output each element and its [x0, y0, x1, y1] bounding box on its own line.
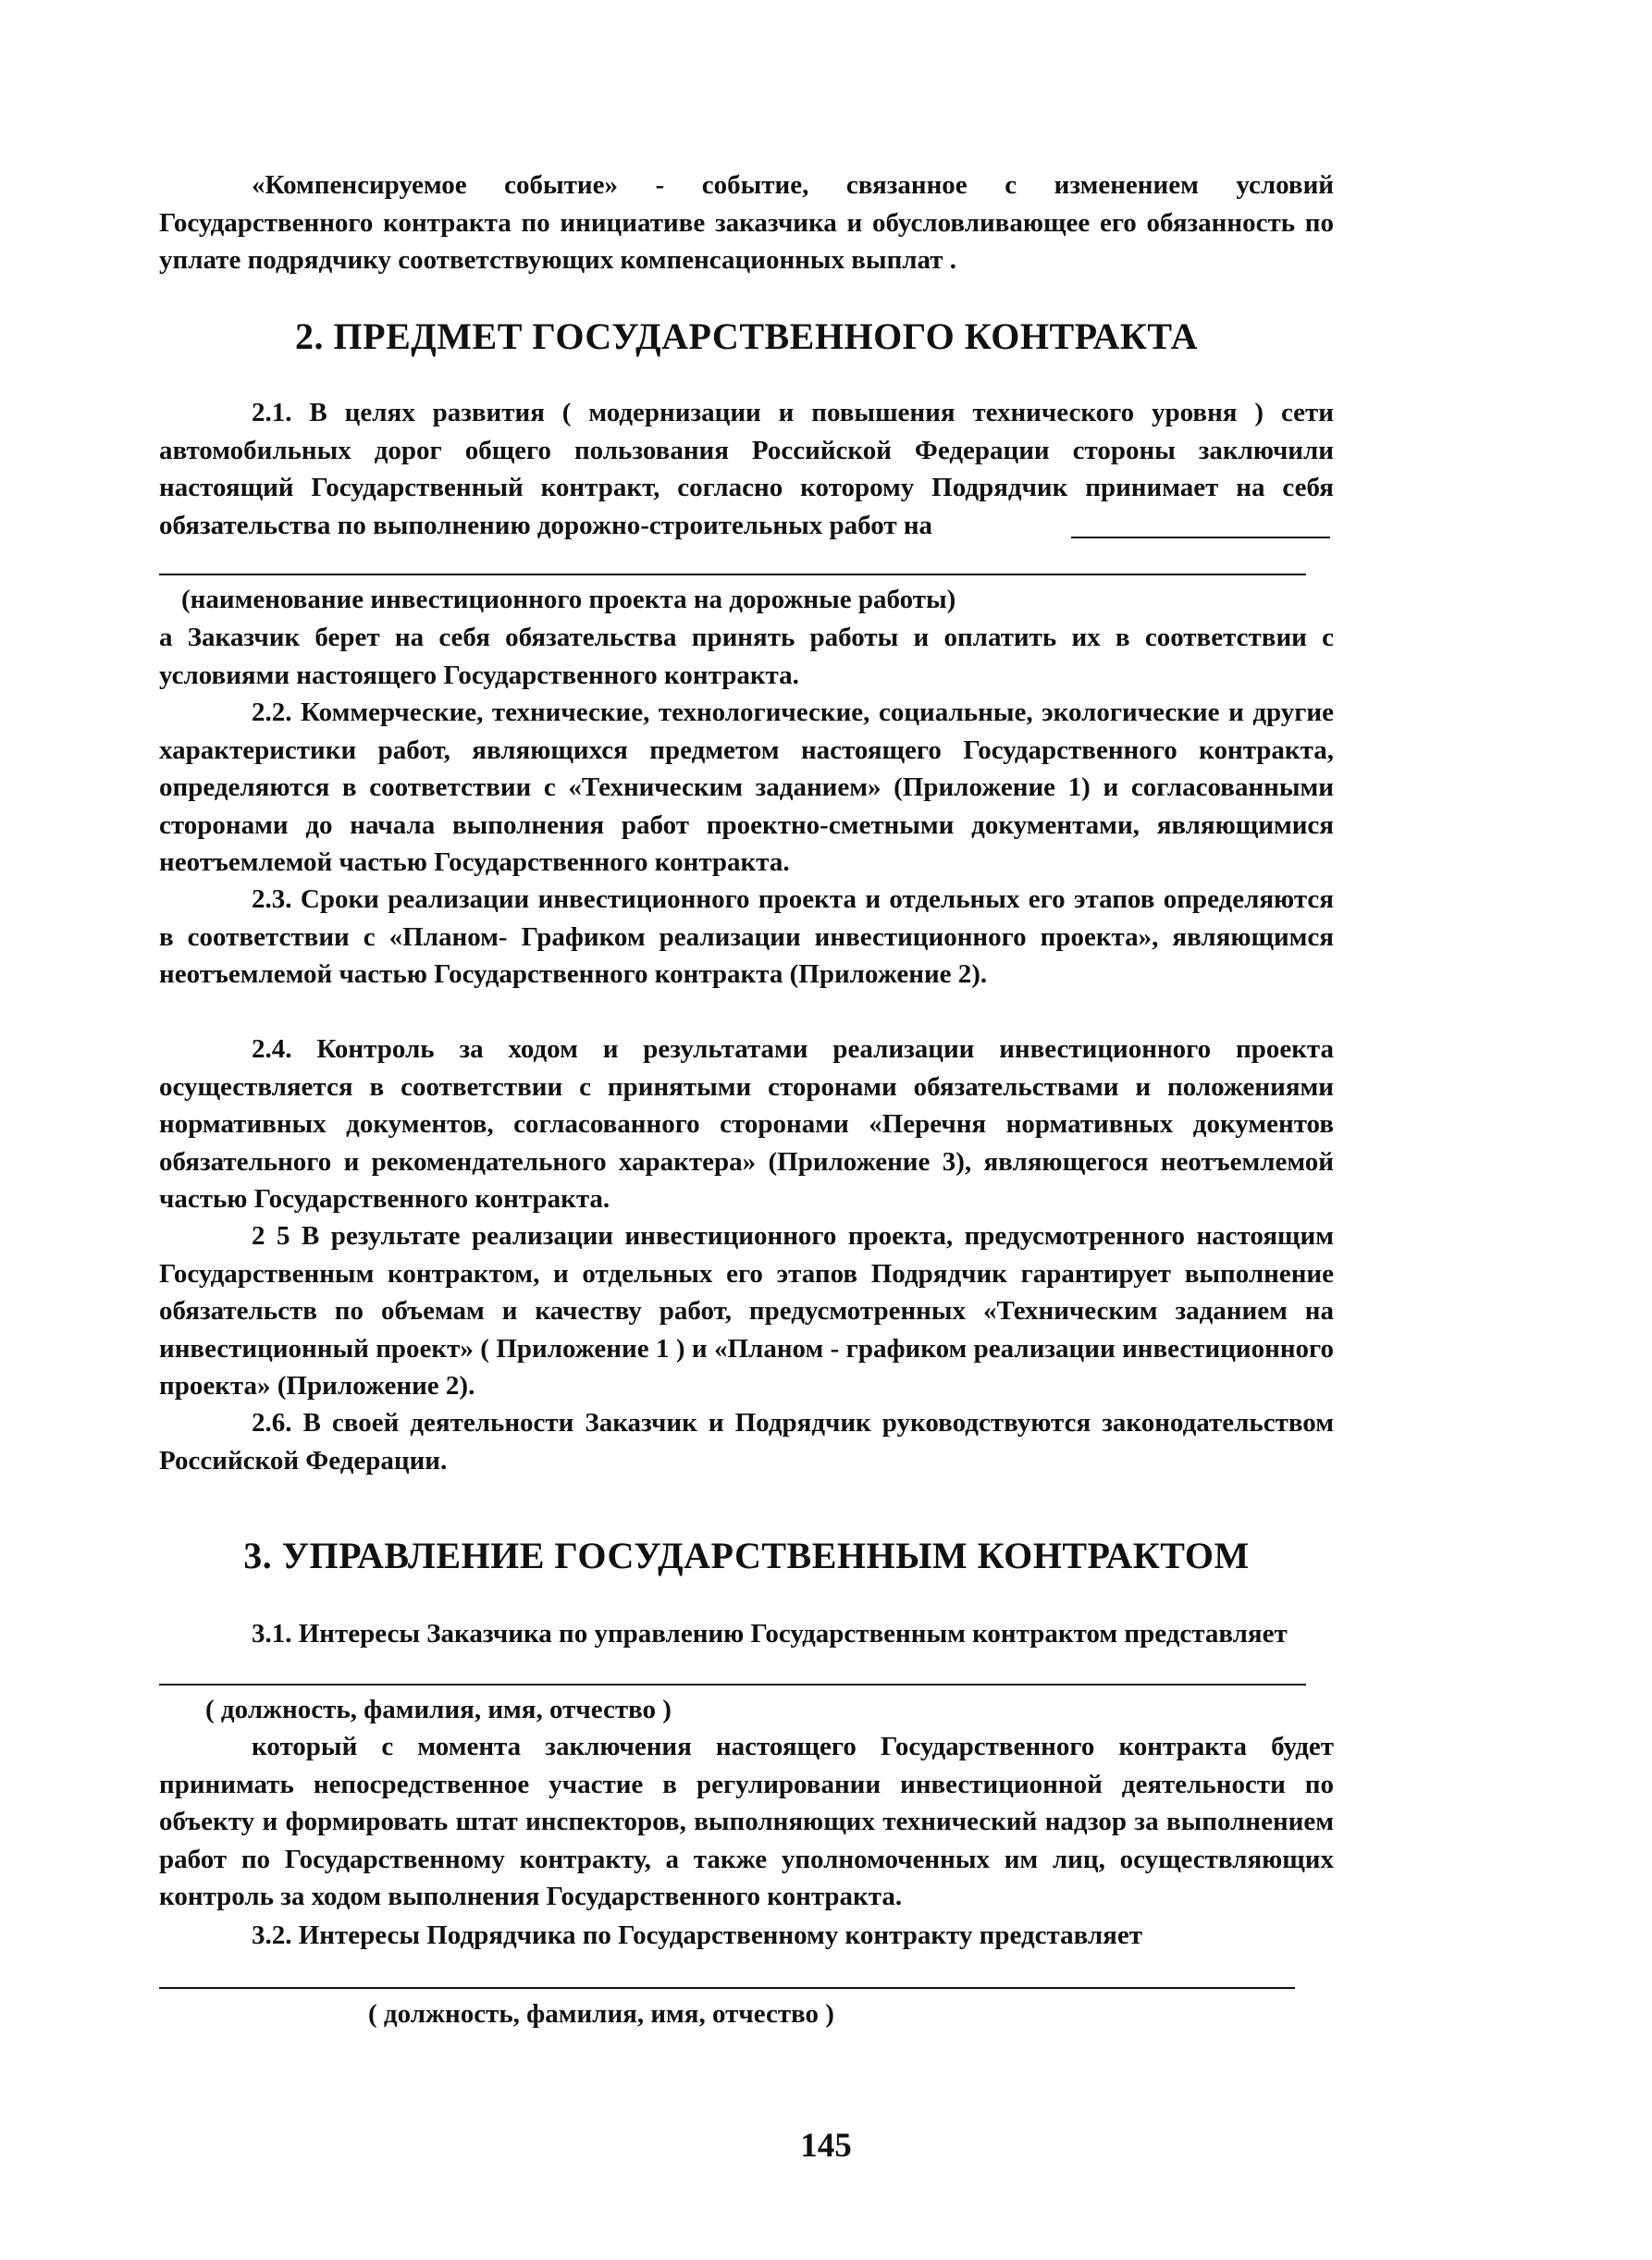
blank-line: [159, 1684, 1306, 1686]
blank-line: [1071, 537, 1330, 538]
caption-contractor-representative: ( должность, фамилия, имя, отчество ): [368, 1999, 834, 2029]
section-2-heading: 2. ПРЕДМЕТ ГОСУДАРСТВЕННОГО КОНТРАКТА: [295, 315, 1198, 357]
paragraph-2-6: 2.6. В своей деятельности Заказчик и Подрядчик руководствуются законодательством Российской Федерации.: [159, 1408, 1334, 1476]
paragraph-2-3: 2.3. Сроки реализации инвестиционного проекта и отдельных его этапов определяются в соответствии с «Планом- Графиком реализации инвестиционного проекта», являющимся неотъемлемой частью Государственного контракта (Приложение 2).: [159, 884, 1334, 989]
page-number: 145: [800, 2127, 852, 2165]
section-3-heading: 3. УПРАВЛЕНИЕ ГОСУДАРСТВЕННЫМ КОНТРАКТОМ: [243, 1535, 1250, 1576]
paragraph-3-1: 3.1. Интересы Заказчика по управлению Государственным контрактом представляет: [252, 1619, 1288, 1649]
intro-paragraph: «Компенсируемое событие» - событие, связанное с изменением условий Государственного контракта по инициативе заказчика и обусловливающее его обязанность по уплате подрядчику соответствующих компенсационных выплат .: [159, 170, 1334, 275]
paragraph-3-1-continued: который с момента заключения настоящего Государственного контракта будет принимать непосредственное участие в регулировании инвестиционной деятельности по объекту и формировать штат инспекторов, выполняющих технический надзор за выполнением работ по Государственному контракту, а также уполномоченных им лиц, осуществляющих контроль за ходом выполнения Государственного контракта.: [159, 1732, 1334, 1911]
blank-line: [159, 1987, 1295, 1989]
paragraph-2-5: 2 5 В результате реализации инвестиционного проекта, предусмотренного настоящим Государственным контрактом, и отдельных его этапов Подрядчик гарантирует выполнение обязательств по объемам и качеству работ, предусмотренных «Техническим заданием на инвестиционный проект» ( Приложение 1 ) и «Планом - графиком реализации инвестиционного проекта» (Приложение 2).: [159, 1221, 1334, 1401]
blank-line: [159, 574, 1306, 575]
paragraph-3-2: 3.2. Интересы Подрядчика по Государственному контракту представляет: [252, 1920, 1142, 1950]
paragraph-2-2: 2.2. Коммерческие, технические, технологические, социальные, экологические и другие характеристики работ, являющихся предметом настоящего Государственного контракта, определяются в соответствии с «Техническим заданием» (Приложение 1) и согласованными сторонами до начала выполнения работ проектно-сметными документами, являющимися неотъемлемой частью Государственного контракта.: [159, 698, 1334, 877]
caption-project-name: (наименование инвестиционного проекта на дорожные работы): [181, 585, 956, 614]
paragraph-2-4: 2.4. Контроль за ходом и результатами реализации инвестиционного проекта осуществляется в соответствии с принятыми сторонами обязательствами и положениями нормативных документов, согласованного сторонами «Перечня нормативных документов обязательного и рекомендательного характера» (Приложение 3), являющегося неотъемлемой частью Государственного контракта.: [159, 1034, 1334, 1214]
paragraph-2-1: 2.1. В целях развития ( модернизации и повышения технического уровня ) сети автомобильных дорог общего пользования Российской Федерации стороны заключили настоящий Государственный контракт, согласно которому Подрядчик принимает на себя обязательства по выполнению дорожно-строительных работ на: [159, 398, 1334, 540]
paragraph-2-1-continued: а Заказчик берет на себя обязательства принять работы и оплатить их в соответствии с условиями настоящего Государственного контракта.: [159, 623, 1334, 690]
caption-customer-representative: ( должность, фамилия, имя, отчество ): [205, 1695, 672, 1724]
